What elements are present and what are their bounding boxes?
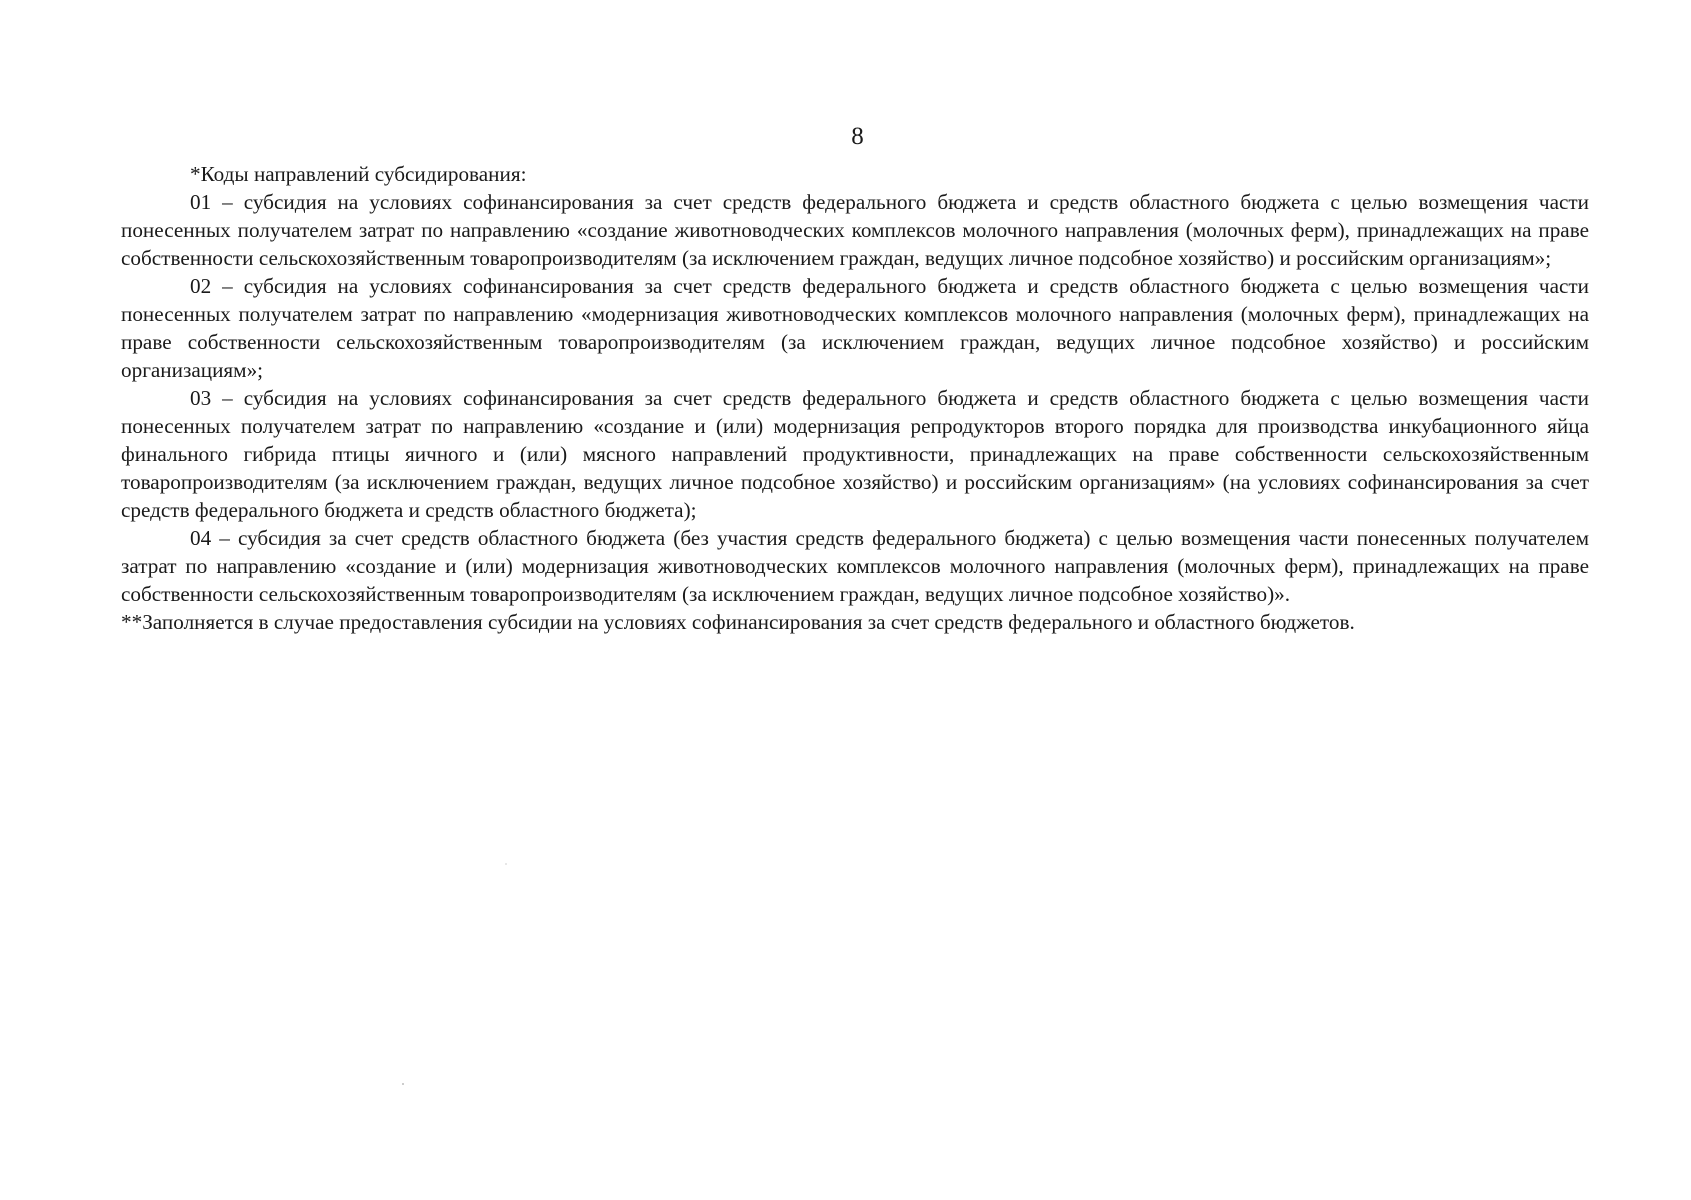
subsidy-code-03: 03 – субсидия на условиях софинансирования за счет средств федерального бюджета и средств областного бюджета с целью возмещения части понесенных получателем затрат по направлению «создание и (или) модернизация репродукторов второго порядка для производства инкубационного яйца финального гибрида птицы яичного и (или) мясного направлений продуктивности, принадлежащих на праве собственности сельскохозяйственным товаропроизводителям (за исключением граждан, ведущих личное подсобное хозяйство) и российским организациям» (на условиях софинансирования за счет средств федерального бюджета и средств областного бюджета); — [121, 386, 1589, 522]
subsidy-code-01: 01 – субсидия на условиях софинансирования за счет средств федерального бюджета и средств областного бюджета с целью возмещения части понесенных получателем затрат по направлению «создание животноводческих комплексов молочного направления (молочных ферм), принадлежащих на праве собственности сельскохозяйственным товаропроизводителям (за исключением граждан, ведущих личное подсобное хозяйство) и российским организациям»; — [121, 190, 1589, 270]
notes-heading: *Коды направлений субсидирования: — [190, 162, 527, 186]
subsidy-code-02: 02 – субсидия на условиях софинансирования за счет средств федерального бюджета и средств областного бюджета с целью возмещения части понесенных получателем затрат по направлению «модернизация животноводческих комплексов молочного направления (молочных ферм), принадлежащих на праве собственности сельскохозяйственным товаропроизводителям (за исключением граждан, ведущих личное подсобное хозяйство) и российским организациям»; — [121, 274, 1589, 382]
scan-speck — [505, 863, 507, 865]
subsidy-codes-notes — [121, 160, 1589, 636]
subsidy-code-04: 04 – субсидия за счет средств областного бюджета (без участия средств федерального бюджета) с целью возмещения части понесенных получателем затрат по направлению «создание и (или) модернизация животноводческих комплексов молочного направления (молочных ферм), принадлежащих на праве собственности сельскохозяйственным товаропроизводителям (за исключением граждан, ведущих личное подсобное хозяйство)». — [121, 526, 1589, 606]
scan-speck — [402, 1083, 404, 1085]
footnote: **Заполняется в случае предоставления субсидии на условиях софинансирования за счет средств федерального и областного бюджетов. — [121, 610, 1355, 634]
page-number: 8 — [851, 123, 864, 150]
